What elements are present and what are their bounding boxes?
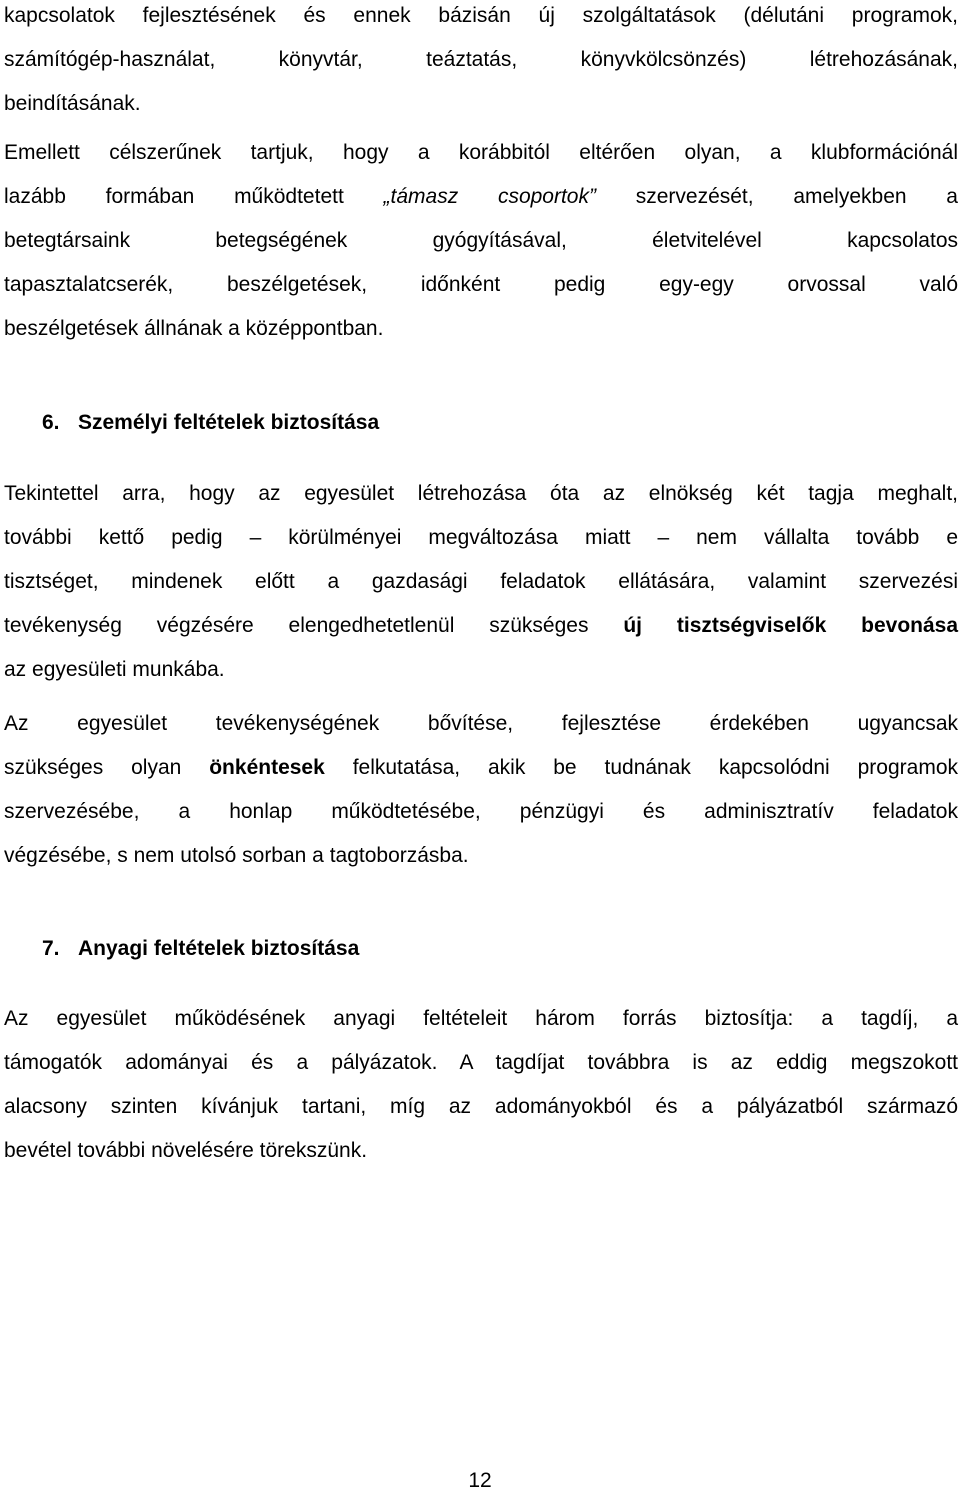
text-line: végzésébe, s nem utolsó sorban a tagtoborzásba. <box>4 844 469 867</box>
emphasis-volunteers: önkéntesek <box>209 756 325 779</box>
paragraph-financial <box>4 997 958 1173</box>
text-line: Tekintettel arra, hogy az egyesület létrehozása óta az elnökség két tagja meghalt, <box>4 482 958 505</box>
text-line: az egyesületi munkába. <box>4 658 225 681</box>
text-line: tisztséget, mindenek előtt a gazdasági feladatok ellátására, valamint szervezési <box>4 570 958 593</box>
text-line: kapcsolatok fejlesztésének és ennek bázisán új szolgáltatások (délutáni programok, <box>4 4 958 27</box>
text-segment: felkutatása, akik be tudnának kapcsolódni programok <box>324 756 958 779</box>
text-segment: lazább formában működtetett <box>4 185 384 208</box>
text-line: Emellett célszerűnek tartjuk, hogy a korábbitól eltérően olyan, a klubformációnál <box>4 141 958 164</box>
text-line: beszélgetések állnának a középpontban. <box>4 317 384 340</box>
text-segment: szükséges olyan <box>4 756 210 779</box>
paragraph-intro-continuation <box>4 0 958 126</box>
text-line: alacsony szinten kívánjuk tartani, míg az adományokból és a pályázatból származó <box>4 1095 958 1118</box>
section-title: Anyagi feltételek biztosítása <box>78 937 360 960</box>
text-line: tapasztalatcserék, beszélgetések, időnként pedig egy-egy orvossal való <box>4 273 958 296</box>
paragraph-personnel <box>4 472 958 692</box>
paragraph-volunteers <box>4 702 958 878</box>
section-number: 7. <box>42 937 60 960</box>
text-line: Az egyesület tevékenységének bővítése, fejlesztése érdekében ugyancsak <box>4 712 958 735</box>
text-line: bevétel további növelésére törekszünk. <box>4 1139 368 1162</box>
paragraph-support-groups <box>4 131 958 351</box>
text-line <box>4 746 958 790</box>
page-number: 12 <box>468 1469 492 1492</box>
section-title: Személyi feltételek biztosítása <box>78 411 380 434</box>
text-line: számítógép-használat, könyvtár, teáztatás, könyvkölcsönzés) létrehozásának, <box>4 48 958 71</box>
text-segment: szervezését, amelyekben a <box>595 185 958 208</box>
section-7-heading <box>42 934 359 964</box>
text-line <box>4 175 958 219</box>
text-line: betegtársaink betegségének gyógyításával, életvitelével kapcsolatos <box>4 229 958 252</box>
text-line <box>4 604 958 648</box>
text-line: beindításának. <box>4 92 141 115</box>
emphasis-new-officials: új tisztségviselők bevonása <box>623 614 959 637</box>
section-6-heading <box>42 408 379 438</box>
text-line: támogatók adományai és a pályázatok. A tagdíjat továbbra is az eddig megszokott <box>4 1051 958 1074</box>
emphasis-support-groups: „támasz csoportok” <box>383 185 596 208</box>
text-line: további kettő pedig – körülményei megváltozása miatt – nem vállalta tovább e <box>4 526 958 549</box>
text-line: szervezésébe, a honlap működtetésébe, pénzügyi és adminisztratív feladatok <box>4 800 958 823</box>
section-number: 6. <box>42 411 60 434</box>
text-line: Az egyesület működésének anyagi feltételeit három forrás biztosítja: a tagdíj, a <box>4 1007 958 1030</box>
text-segment: tevékenység végzésére elengedhetetlenül szükséges <box>4 614 624 637</box>
